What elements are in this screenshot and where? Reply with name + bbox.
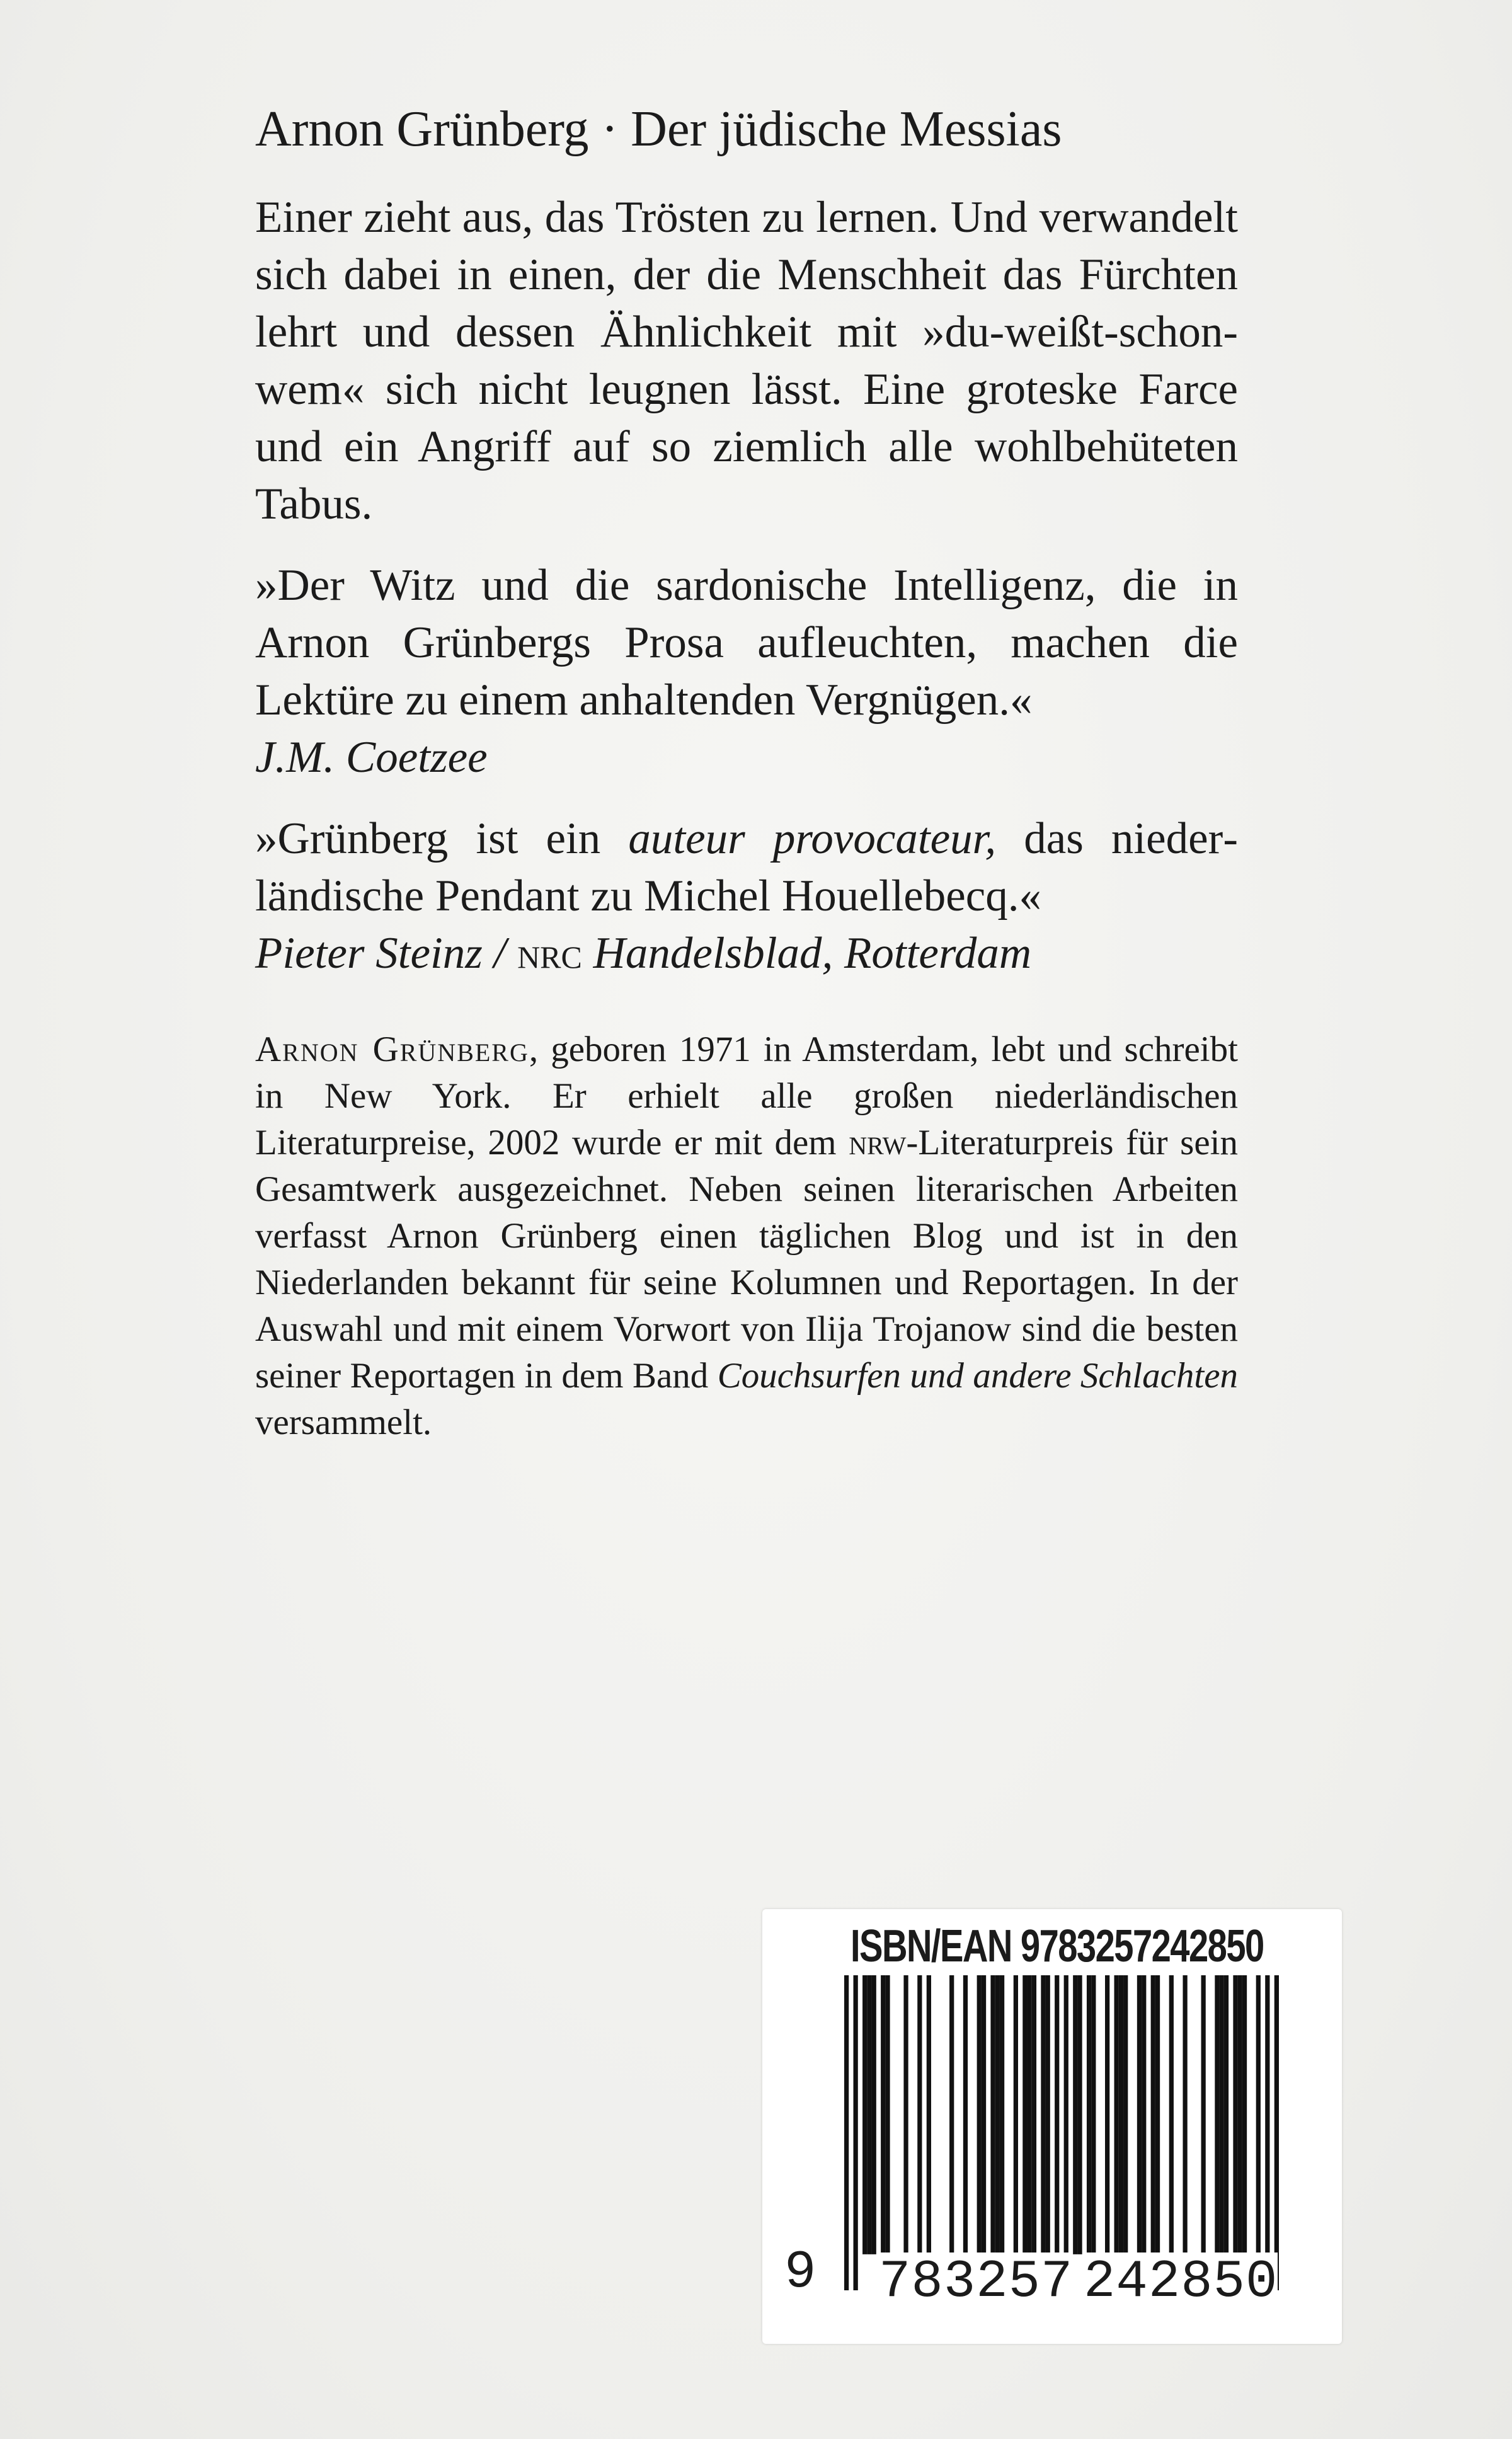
barcode-bar bbox=[862, 1975, 867, 2254]
barcode-digit-lead: 9 bbox=[784, 2243, 816, 2303]
coetzee-quote: »Der Witz und die sardonische Intelligenz, die in Arnon Grünbergs Prosa aufleuchten, machen die Lektüre zu einem anhaltenden Vergnügen.« bbox=[255, 561, 1238, 725]
barcode-bar bbox=[1224, 1975, 1228, 2254]
barcode-bar bbox=[854, 1975, 858, 2290]
barcode-bar bbox=[1215, 1975, 1219, 2254]
barcode-bar bbox=[1046, 1975, 1050, 2254]
barcode-bar bbox=[903, 1975, 908, 2254]
barcode-bar bbox=[872, 1975, 876, 2254]
barcode-bar bbox=[1114, 1975, 1119, 2254]
barcode-bar bbox=[963, 1975, 968, 2254]
barcode-bar bbox=[1077, 1975, 1082, 2254]
barcode-bar bbox=[1087, 1975, 1091, 2254]
barcode-bar bbox=[1028, 1975, 1032, 2254]
barcode-bar bbox=[885, 1975, 890, 2254]
barcode-bar bbox=[1073, 1975, 1077, 2254]
barcode-bar bbox=[844, 1975, 849, 2290]
barcode-bar bbox=[982, 1975, 986, 2254]
barcode-bar bbox=[1242, 1975, 1247, 2254]
barcode-digits-right: 242850 bbox=[1084, 2252, 1278, 2312]
barcode-bar bbox=[1137, 1975, 1142, 2254]
barcode-bar bbox=[1151, 1975, 1155, 2254]
barcode-bar bbox=[1169, 1975, 1174, 2254]
barcode-bar bbox=[1220, 1975, 1224, 2254]
text-column bbox=[255, 95, 1238, 1446]
barcode-bar bbox=[995, 1975, 1000, 2254]
steinz-source: Pieter Steinz / nrc Handelsblad, Rotterdam bbox=[255, 929, 1032, 978]
steinz-quote: »Grünberg ist ein auteur provocateur, das niederländische Pendant zu Michel Houellebecq.« bbox=[255, 814, 1238, 921]
ean-barcode bbox=[844, 1975, 1279, 2290]
barcode-bar bbox=[977, 1975, 982, 2254]
barcode-bar bbox=[1091, 1975, 1096, 2254]
barcode-bar bbox=[1142, 1975, 1146, 2254]
book-reference: Couchsurfen und andere Schlachten bbox=[717, 1356, 1238, 1396]
barcode-bar bbox=[1041, 1975, 1045, 2254]
barcode-bar bbox=[1119, 1975, 1123, 2254]
blurb-paragraph: Einer zieht aus, das Trösten zu lernen. Und verwandelt sich dabei in einen, der die Menschheit das Fürchten lehrt und dessen Ähnlichkeit mit »du-weißt-schon-wem« sich nicht leugnen lässt. Eine groteske Farce und ein Angriff auf so ziemlich alle wohlbehüteten Tabus. bbox=[255, 193, 1238, 529]
barcode-bar bbox=[1265, 1975, 1269, 2290]
barcode-sticker bbox=[762, 1909, 1342, 2344]
barcode-bar bbox=[1233, 1975, 1237, 2254]
barcode-bar bbox=[867, 1975, 871, 2254]
coetzee-source: J.M. Coetzee bbox=[255, 733, 488, 782]
barcode-bar bbox=[881, 1975, 885, 2254]
barcode-bar bbox=[1256, 1975, 1261, 2254]
barcode-bar bbox=[1032, 1975, 1036, 2254]
barcode-bar bbox=[1014, 1975, 1018, 2254]
barcode-bar bbox=[1064, 1975, 1068, 2290]
barcode-bar bbox=[1238, 1975, 1242, 2254]
barcode-bar bbox=[1201, 1975, 1206, 2254]
barcode-bar bbox=[917, 1975, 922, 2254]
author-bio: Arnon Grünberg, geboren 1971 in Amsterdam, lebt und schreibt in New York. Er erhielt alle großen niederländischen Literaturpreise, 2002 wurde er mit dem nrw-Literaturpreis für sein Gesamtwerk ausgezeichnet. Neben seinen literarischen Arbeiten verfasst Arnon Grünberg einen täglichen Blog und ist in den Niederlanden bekannt für seine Kolumnen und Reportagen. In der Auswahl und mit einem Vorwort von Ilija Trojanow sind die besten seiner Reportagen in dem Band Couchsurfen und andere Schlachten versammelt. bbox=[255, 1030, 1238, 1442]
barcode-bar bbox=[927, 1975, 931, 2254]
barcode-bar bbox=[990, 1975, 995, 2254]
barcode-bar bbox=[1183, 1975, 1187, 2254]
barcode-bar bbox=[1022, 1975, 1027, 2254]
isbn-label: ISBN/EAN 9783257242850 bbox=[850, 1921, 1264, 1971]
barcode-bar bbox=[1055, 1975, 1059, 2290]
barcode-bar bbox=[1000, 1975, 1004, 2254]
barcode-bar bbox=[1105, 1975, 1109, 2254]
barcode-bar bbox=[1155, 1975, 1160, 2254]
book-title: Arnon Grünberg · Der jüdische Messias bbox=[255, 101, 1062, 157]
barcode-bar bbox=[1123, 1975, 1128, 2254]
author-name: Arnon Grünberg bbox=[255, 1030, 529, 1069]
barcode-digits-left: 783257 bbox=[879, 2252, 1074, 2312]
barcode-bar bbox=[1274, 1975, 1279, 2290]
barcode-bar bbox=[949, 1975, 954, 2254]
